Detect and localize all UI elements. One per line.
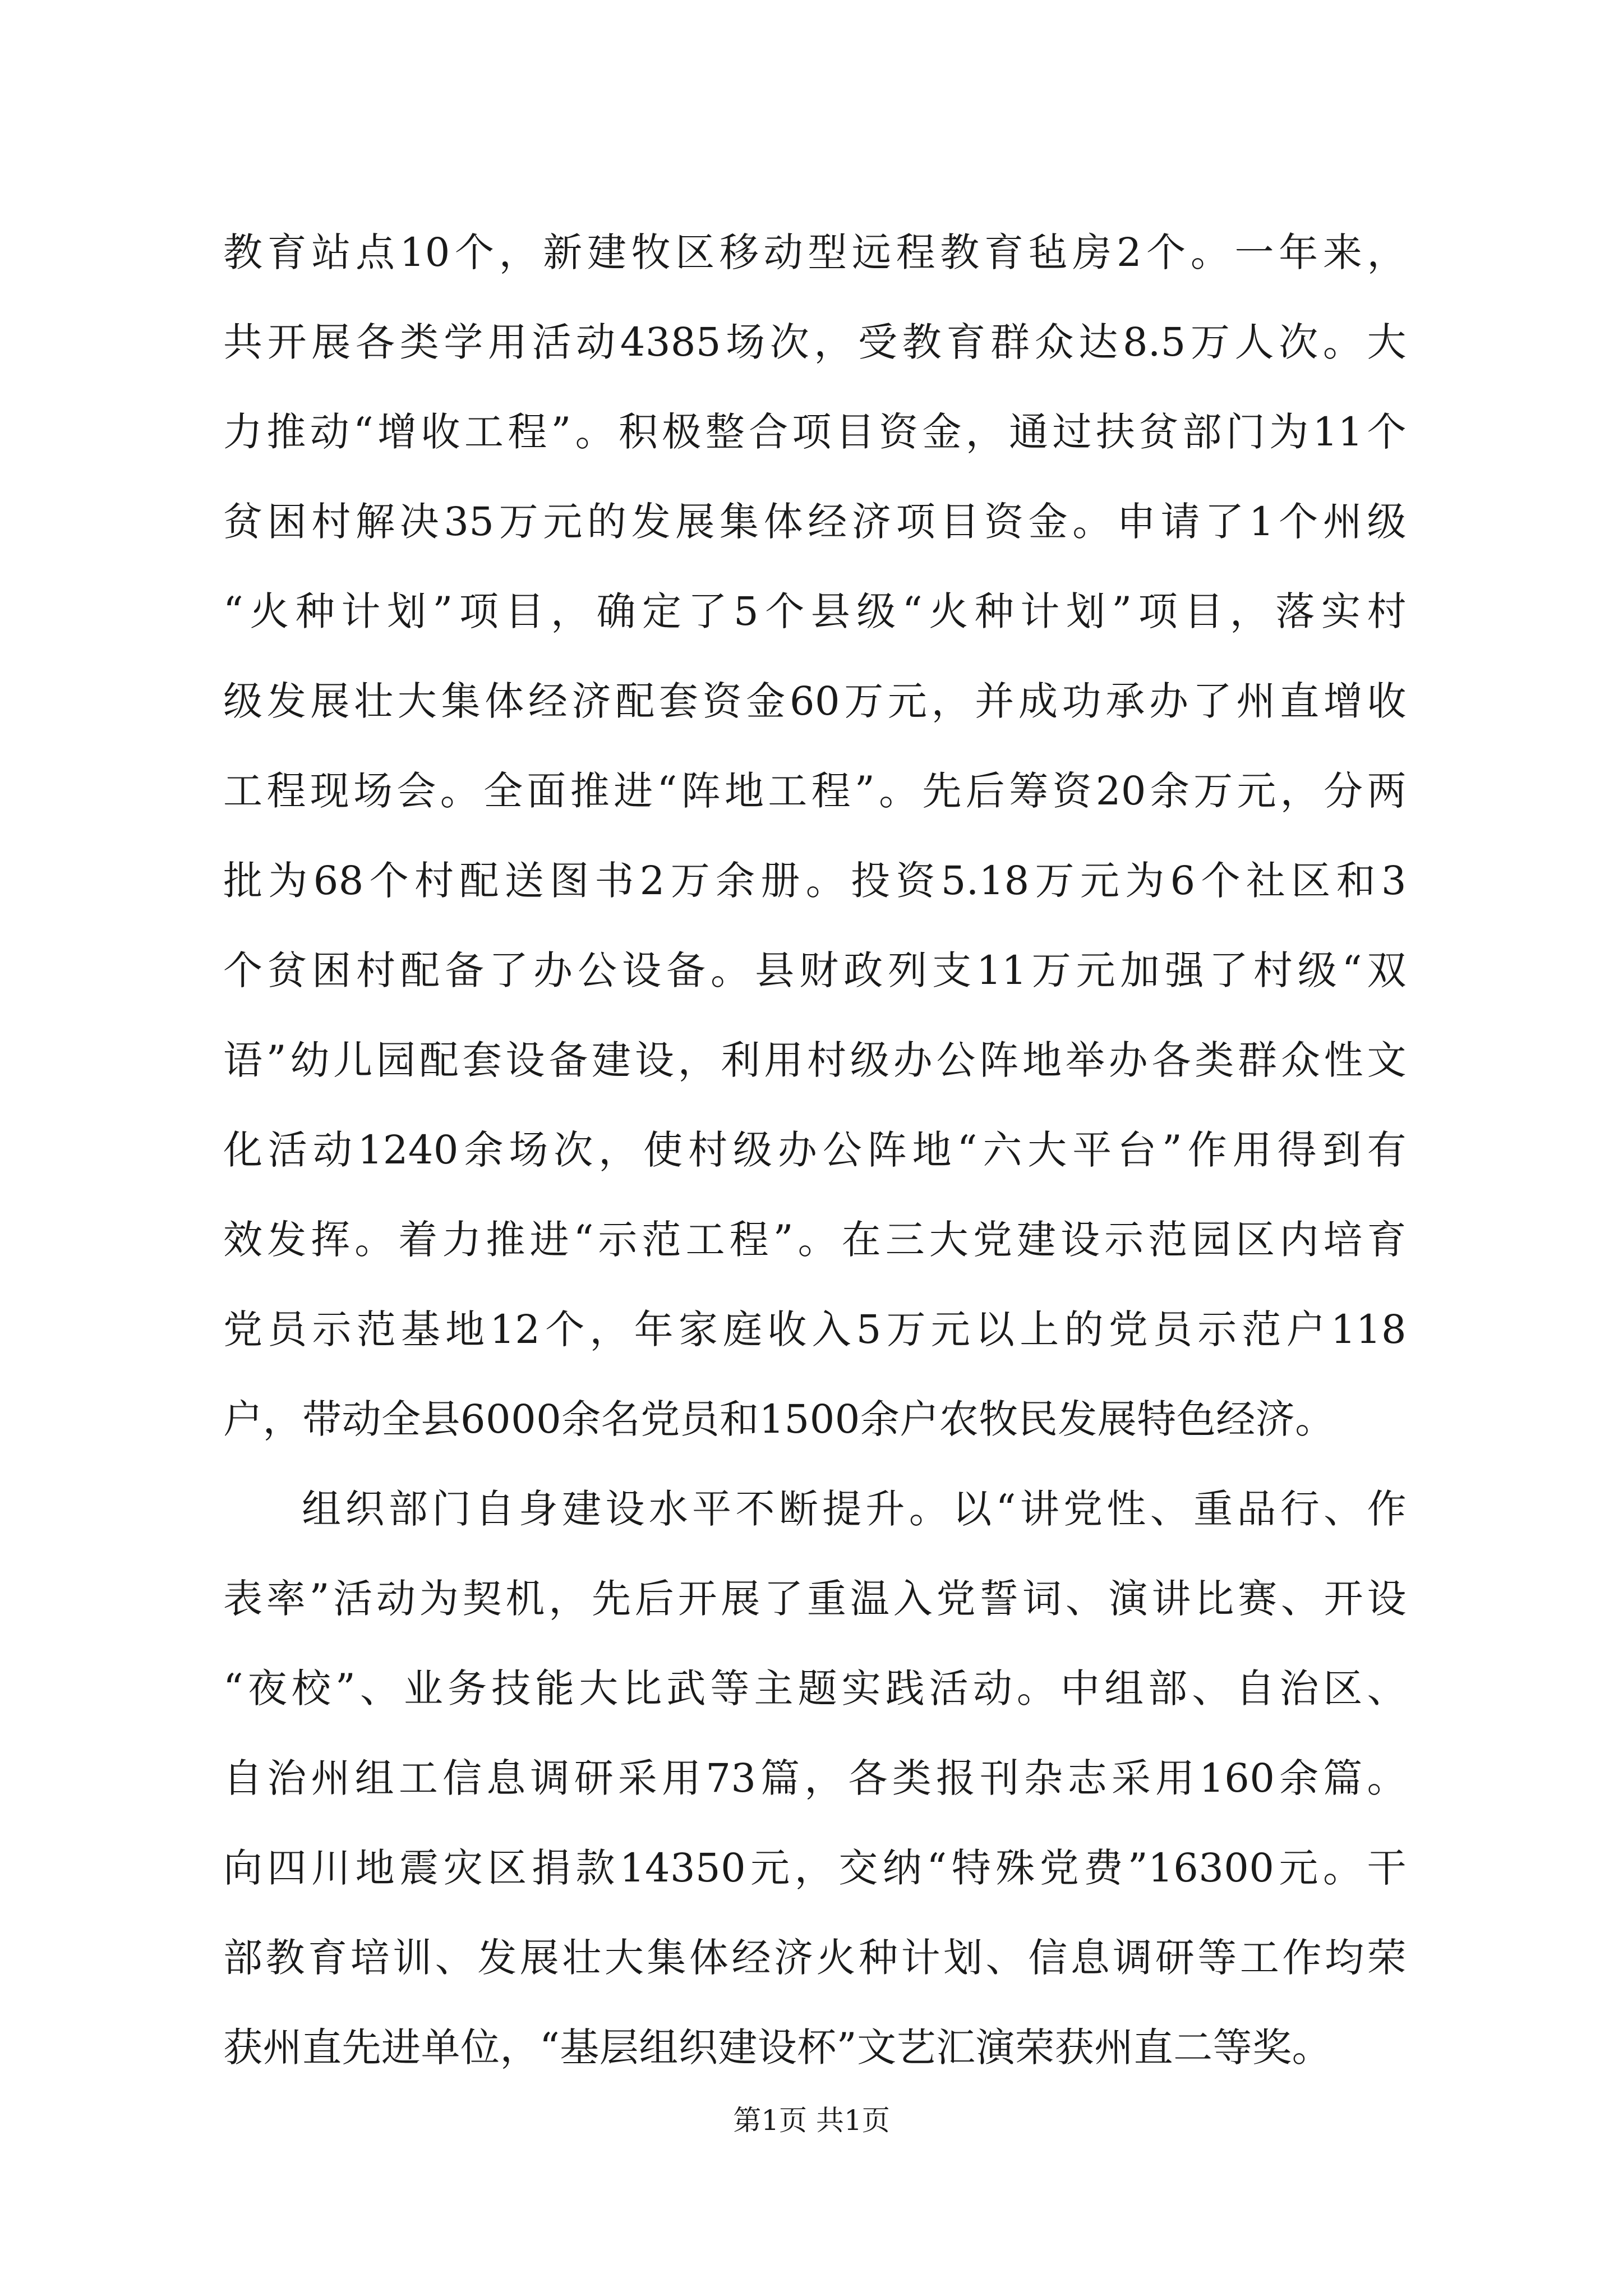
body-text [223, 208, 1407, 2092]
text-line: 语”幼儿园配套设备建设，利用村级办公阵地举办各类群众性文 [223, 1037, 1407, 1083]
paragraph-1 [223, 208, 1407, 1464]
text-line: 部教育培训、发展壮大集体经济火种计划、信息调研等工作均荣 [223, 1935, 1407, 1981]
text-line: 效发挥。着力推进“示范工程”。在三大党建设示范园区内培育 [223, 1217, 1407, 1263]
text-line: 表率”活动为契机，先后开展了重温入党誓词、演讲比赛、开设 [223, 1576, 1407, 1622]
text-line: 力推动“增收工程”。积极整合项目资金，通过扶贫部门为11个 [223, 409, 1407, 455]
text-line: 个贫困村配备了办公设备。县财政列支11万元加强了村级“双 [223, 947, 1407, 993]
text-line: 向四川地震灾区捐款14350元，交纳“特殊党费”16300元。干 [223, 1845, 1407, 1891]
text-line: 户，带动全县6000余名党员和1500余户农牧民发展特色经济。 [223, 1396, 1335, 1442]
text-line: 自治州组工信息调研采用73篇，各类报刊杂志采用160余篇。 [223, 1755, 1407, 1801]
text-line: 获州直先进单位，“基层组织建设杯”文艺汇演荣获州直二等奖。 [223, 2024, 1332, 2070]
page-number-label: 第1页 共1页 [733, 2104, 890, 2137]
text-line: 批为68个村配送图书2万余册。投资5.18万元为6个社区和3 [223, 858, 1407, 904]
text-line: 化活动1240余场次，使村级办公阵地“六大平台”作用得到有 [223, 1127, 1407, 1173]
text-line: “夜校”、业务技能大比武等主题实践活动。中组部、自治区、 [223, 1665, 1407, 1711]
text-line: 贫困村解决35万元的发展集体经济项目资金。申请了1个州级 [223, 499, 1407, 545]
text-line: 级发展壮大集体经济配套资金60万元，并成功承办了州直增收 [223, 678, 1407, 724]
text-line: 组织部门自身建设水平不断提升。以“讲党性、重品行、作 [302, 1486, 1407, 1532]
text-line: 共开展各类学用活动4385场次，受教育群众达8.5万人次。大 [223, 319, 1407, 365]
text-line: 教育站点10个，新建牧区移动型远程教育毡房2个。一年来， [223, 229, 1407, 275]
paragraph-2 [223, 1464, 1407, 2092]
page-footer [0, 2101, 1623, 2140]
text-line: 工程现场会。全面推进“阵地工程”。先后筹资20余万元，分两 [223, 768, 1407, 814]
text-line: “火种计划”项目，确定了5个县级“火种计划”项目，落实村 [223, 588, 1407, 634]
text-line: 党员示范基地12个，年家庭收入5万元以上的党员示范户118 [223, 1306, 1407, 1352]
